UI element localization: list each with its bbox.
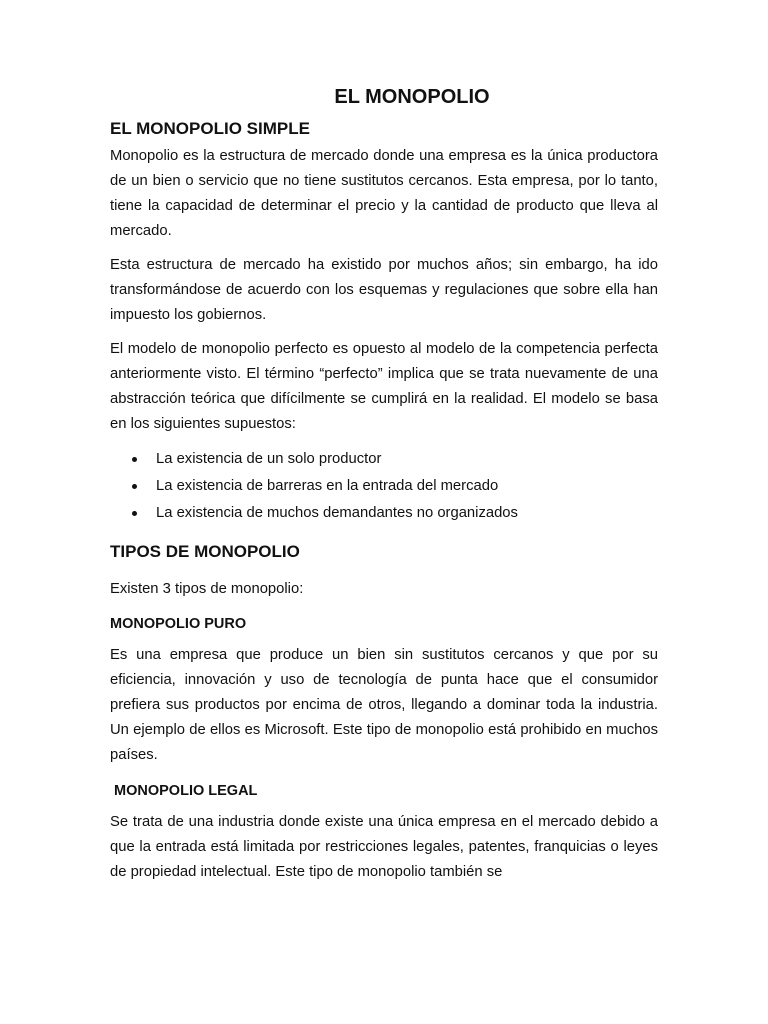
bullet-icon bbox=[132, 484, 137, 489]
paragraph-definicion: Monopolio es la estructura de mercado donde una empresa es la única productora de un bien o servicio que no tiene sustitutos cercanos. Esta empresa, por lo tanto, tiene la capacidad de determinar el precio y la cantidad de producto que lleva al mercado. bbox=[110, 148, 658, 239]
section-heading-tipos: TIPOS DE MONOPOLIO bbox=[110, 542, 300, 561]
list-item bbox=[110, 473, 658, 500]
bullet-icon bbox=[132, 457, 137, 462]
list-item-text: La existencia de barreras en la entrada del mercado bbox=[156, 478, 499, 494]
paragraph-monopolio-legal: Se trata de una industria donde existe una única empresa en el mercado debido a que la entrada está limitada por restricciones legales, patentes, franquicias o leyes de propiedad intelectual. Este tipo de monopolio también se bbox=[110, 814, 658, 880]
list-item-text: La existencia de un solo productor bbox=[156, 451, 382, 467]
list-item bbox=[110, 446, 658, 473]
paragraph-modelo-perfecto: El modelo de monopolio perfecto es opuesto al modelo de la competencia perfecta anteriormente visto. El término “perfecto” implica que se trata nuevamente de una abstracción teórica que difícilmente se cumplirá en la realidad. El modelo se basa en los siguientes supuestos: bbox=[110, 341, 658, 432]
paragraph-historia: Esta estructura de mercado ha existido por muchos años; sin embargo, ha ido transformándose de acuerdo con los esquemas y regulaciones que sobre ella han impuesto los gobiernos. bbox=[110, 257, 658, 323]
list-item bbox=[110, 500, 658, 527]
paragraph-monopolio-puro: Es una empresa que produce un bien sin sustitutos cercanos y que por su eficiencia, innovación y uso de tecnología de punta hace que el consumidor prefiera sus productos por encima de otros, llegando a dominar toda la industria. Un ejemplo de ellos es Microsoft. Este tipo de monopolio está prohibido en muchos países. bbox=[110, 647, 658, 763]
paragraph-tipos-intro: Existen 3 tipos de monopolio: bbox=[110, 581, 304, 597]
subheading-monopolio-puro: MONOPOLIO PURO bbox=[110, 616, 247, 632]
list-item-text: La existencia de muchos demandantes no organizados bbox=[156, 505, 518, 521]
bullet-icon bbox=[132, 511, 137, 516]
document-title: EL MONOPOLIO bbox=[334, 86, 490, 108]
assumptions-list bbox=[110, 446, 658, 527]
subheading-monopolio-legal: MONOPOLIO LEGAL bbox=[110, 783, 258, 799]
section-heading-monopolio-simple: EL MONOPOLIO SIMPLE bbox=[110, 119, 310, 138]
